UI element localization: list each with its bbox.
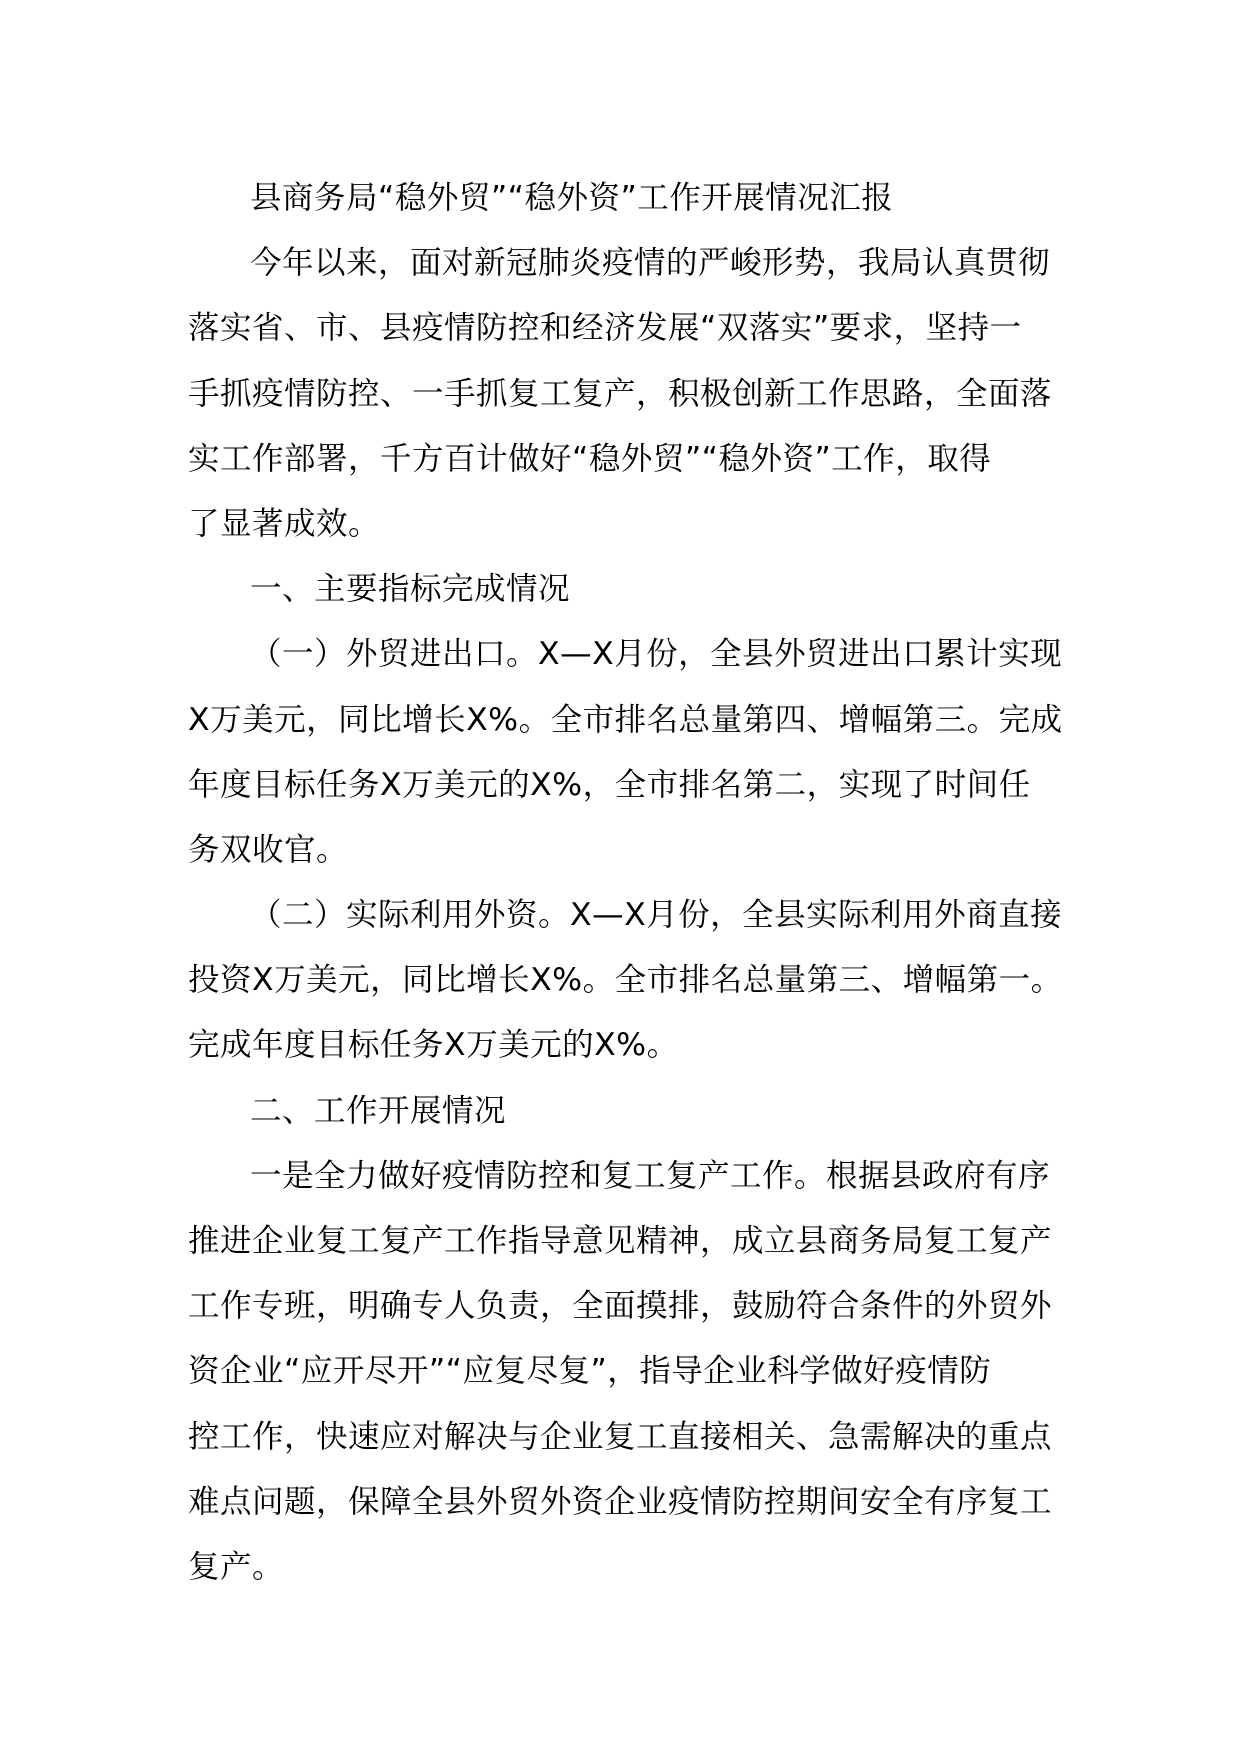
paragraph-line: 控工作，快速应对解决与企业复工直接相关、急需解决的重点 bbox=[188, 1418, 1053, 1455]
paragraph-line: 投资X万美元，同比增长X%。全市排名总量第三、增幅第一。 bbox=[188, 962, 1063, 999]
paragraph-line: 年度目标任务X万美元的X%，全市排名第二，实现了时间任 bbox=[188, 766, 1031, 803]
paragraph-line: 工作专班，明确专人负责，全面摸排，鼓励符合条件的外贸外 bbox=[188, 1288, 1053, 1325]
section-heading: 一、主要指标完成情况 bbox=[250, 571, 571, 608]
paragraph-line: 手抓疫情防控、一手抓复工复产，积极创新工作思路，全面落 bbox=[188, 375, 1053, 412]
section-heading: 二、工作开展情况 bbox=[250, 1092, 507, 1129]
paragraph-line: 了显著成效。 bbox=[188, 505, 381, 542]
paragraph-intro bbox=[188, 231, 1066, 557]
paragraph-foreign-trade bbox=[188, 622, 1066, 883]
paragraph-line: （一）外贸进出口。X—X月份，全县外贸进出口累计实现 bbox=[250, 636, 1063, 673]
paragraph-line: 务双收官。 bbox=[188, 831, 349, 868]
paragraph-line: 完成年度目标任务X万美元的X%。 bbox=[188, 1027, 679, 1064]
section-heading-2 bbox=[188, 1079, 1066, 1144]
paragraph-foreign-investment bbox=[188, 883, 1066, 1079]
paragraph-line: 资企业“应开尽开”“应复尽复”，指导企业科学做好疫情防 bbox=[188, 1353, 992, 1390]
paragraph-line: （二）实际利用外资。X—X月份，全县实际利用外商直接 bbox=[250, 897, 1063, 934]
paragraph-line: 一是全力做好疫情防控和复工复产工作。根据县政府有序 bbox=[250, 1157, 1051, 1194]
paragraph-line: 今年以来，面对新冠肺炎疫情的严峻形势，我局认真贯彻 bbox=[250, 245, 1051, 282]
paragraph-line: 难点问题，保障全县外贸外资企业疫情防控期间安全有序复工 bbox=[188, 1483, 1053, 1520]
paragraph-line: X万美元，同比增长X%。全市排名总量第四、增幅第三。完成 bbox=[188, 701, 1063, 738]
document-title: 县商务局“稳外贸”“稳外资”工作开展情况汇报 bbox=[250, 180, 894, 216]
paragraph-line: 实工作部署，千方百计做好“稳外贸”“稳外资”工作，取得 bbox=[188, 440, 992, 477]
paragraph-line: 落实省、市、县疫情防控和经济发展“双落实”要求，坚持一 bbox=[188, 310, 1022, 347]
paragraph-line: 推进企业复工复产工作指导意见精神，成立县商务局复工复产 bbox=[188, 1223, 1053, 1259]
paragraph-line: 复产。 bbox=[188, 1548, 285, 1585]
paragraph-epidemic-prevention bbox=[188, 1144, 1066, 1600]
document-page bbox=[188, 166, 1066, 1600]
section-heading-1 bbox=[188, 557, 1066, 622]
